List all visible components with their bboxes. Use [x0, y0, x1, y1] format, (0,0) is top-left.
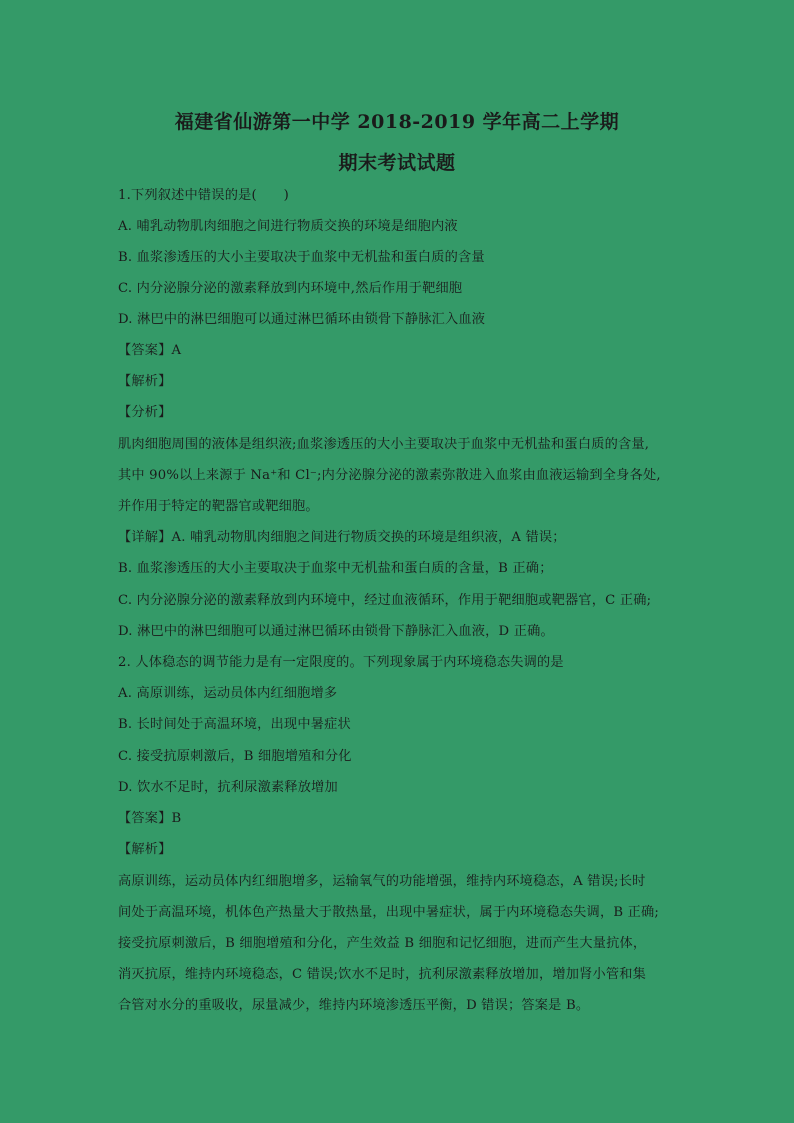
question-1-option-c: C. 内分泌腺分泌的激素释放到内环境中,然后作用于靶细胞 [118, 281, 463, 296]
question-2-explanation-text: 间处于高温环境，机体色产热量大于散热量，出现中暑症状，属于内环境稳态失调，B 正确; [118, 905, 660, 920]
question-1-analysis-text: 并作用于特定的靶器官或靶细胞。 [118, 499, 319, 514]
question-2-option-b: B. 长时间处于高温环境，出现中暑症状 [118, 717, 351, 732]
question-1-option-a: A. 哺乳动物肌肉细胞之间进行物质交换的环境是细胞内液 [118, 219, 458, 234]
question-1-answer: 【答案】A [118, 343, 182, 358]
question-2-explanation-text: 消灭抗原，维持内环境稳态，C 错误;饮水不足时，抗利尿激素释放增加，增加肾小管和集 [118, 967, 647, 982]
question-2-answer: 【答案】B [118, 811, 182, 826]
question-2-option-d: D. 饮水不足时，抗利尿激素释放增加 [118, 780, 338, 795]
question-1-option-b: B. 血浆渗透压的大小主要取决于血浆中无机盐和蛋白质的含量 [118, 250, 485, 265]
document-title: 福建省仙游第一中学 2018-2019 学年高二上学期 [174, 111, 620, 133]
document-subtitle: 期末考试试题 [338, 152, 456, 174]
question-1-detail: 【详解】A. 哺乳动物肌肉细胞之间进行物质交换的环境是组织液，A 错误； [118, 530, 566, 545]
question-1-option-d: D. 淋巴中的淋巴细胞可以通过淋巴循环由锁骨下静脉汇入血液 [118, 312, 486, 327]
question-1-detail: C. 内分泌腺分泌的激素释放到内环境中，经过血液循环，作用于靶细胞或靶器官，C 正确; [118, 593, 652, 608]
question-1-detail: D. 淋巴中的淋巴细胞可以通过淋巴循环由锁骨下静脉汇入血液，D 正确。 [118, 624, 554, 639]
question-1-analysis-text: 肌肉细胞周围的液体是组织液;血浆渗透压的大小主要取决于血浆中无机盐和蛋白质的含量, [118, 437, 650, 452]
question-2-explanation-heading: 【解析】 [118, 842, 172, 857]
question-2-option-a: A. 高原训练，运动员体内红细胞增多 [118, 686, 338, 701]
question-2-explanation-text: 合管对水分的重吸收，尿量减少，维持内环境渗透压平衡，D 错误；答案是 B。 [118, 998, 590, 1013]
question-1-analysis-heading: 【分析】 [118, 405, 172, 420]
question-1-stem: 1.下列叙述中错误的是( ) [118, 188, 289, 203]
question-1-explanation-heading: 【解析】 [118, 374, 172, 389]
question-1-detail: B. 血浆渗透压的大小主要取决于血浆中无机盐和蛋白质的含量，B 正确； [118, 561, 553, 576]
question-2-stem: 2. 人体稳态的调节能力是有一定限度的。下列现象属于内环境稳态失调的是 [118, 655, 564, 670]
question-2-option-c: C. 接受抗原刺激后，B 细胞增殖和分化 [118, 749, 352, 764]
question-2-explanation-text: 高原训练，运动员体内红细胞增多，运输氧气的功能增强，维持内环境稳态，A 错误;长时 [118, 874, 646, 889]
question-1-analysis-text: 其中 90%以上来源于 Na⁺和 Cl⁻;内分泌腺分泌的激素弥散进入血浆由血液运输到全身各处, [118, 468, 661, 483]
question-2-explanation-text: 接受抗原刺激后，B 细胞增殖和分化，产生效益 B 细胞和记忆细胞，进而产生大量抗体， [118, 936, 647, 951]
